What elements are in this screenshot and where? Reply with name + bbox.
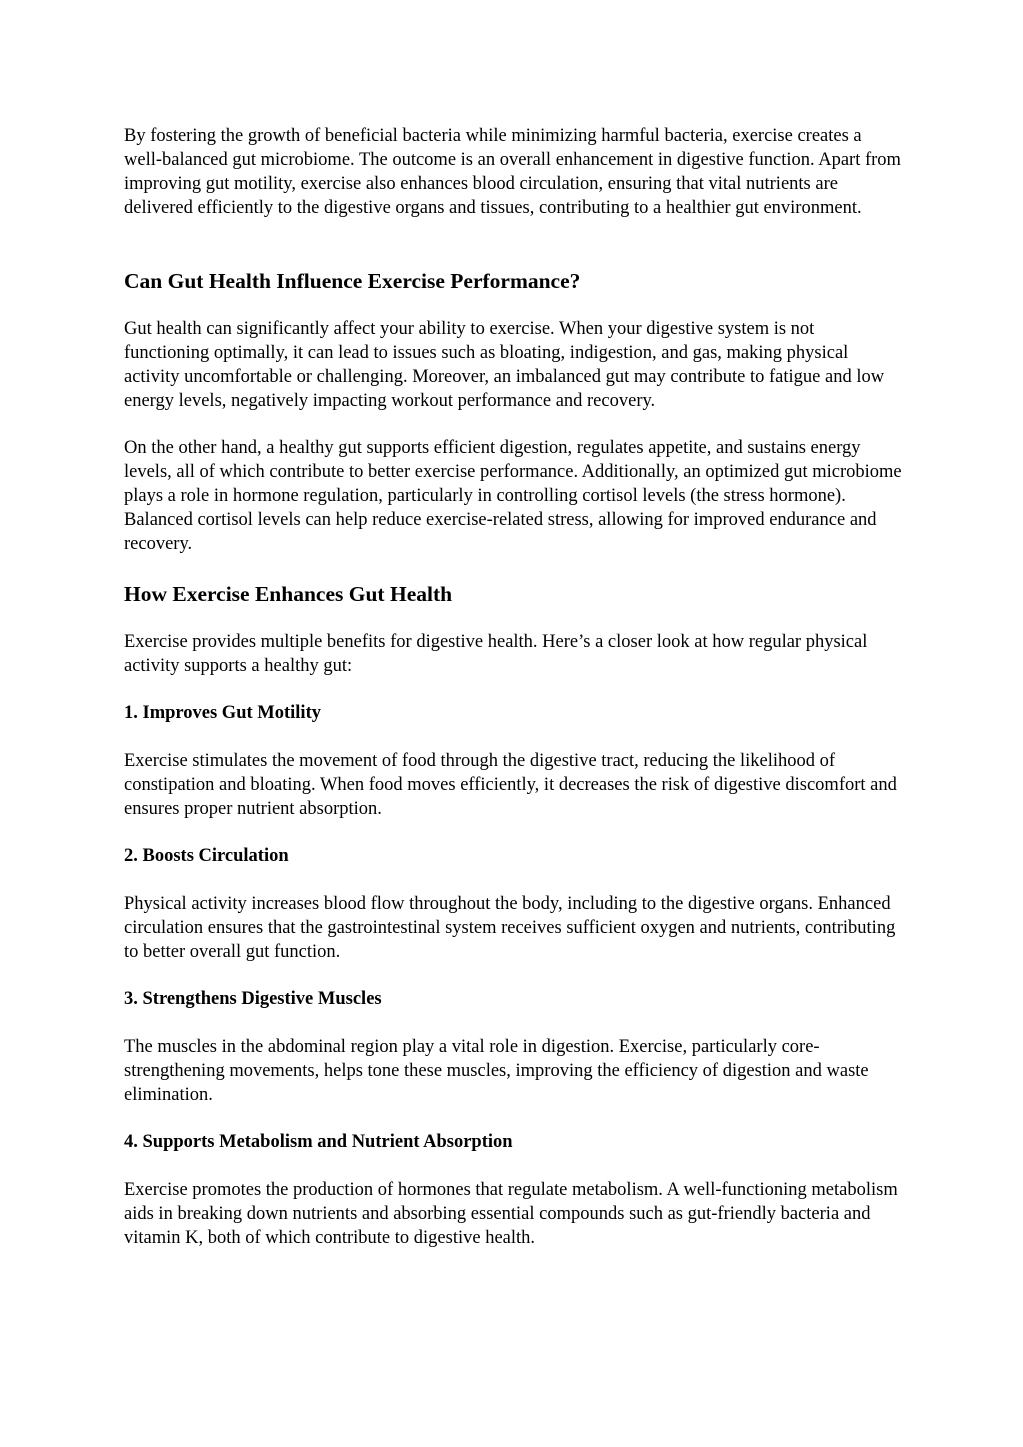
item-heading-metabolism: 4. Supports Metabolism and Nutrient Absorption <box>124 1132 513 1152</box>
section-1-paragraph-1: Gut health can significantly affect your ability to exercise. When your digestive system is not functioning optimally, it can lead to issues such as bloating, indigestion, and gas, making physical activity uncomfortable or challenging. Moreover, an imbalanced gut may contribute to fatigue and low energy levels, negatively impacting workout performance and recovery. <box>124 319 885 411</box>
item-text-digestive-muscles: The muscles in the abdominal region play a vital role in digestion. Exercise, particularly core-strengthening movements, helps tone these muscles, improving the efficiency of digestion and waste elimination. <box>124 1037 869 1105</box>
section-heading-gut-health-exercise: Can Gut Health Influence Exercise Performance? <box>124 269 581 293</box>
item-text-circulation: Physical activity increases blood flow throughout the body, including to the digestive organs. Enhanced circulation ensures that the gastrointestinal system receives sufficient oxygen and nutrients, contributing to better overall gut function. <box>124 894 896 962</box>
item-text-metabolism: Exercise promotes the production of hormones that regulate metabolism. A well-functioning metabolism aids in breaking down nutrients and absorbing essential compounds such as gut-friendly bacteria and vitamin K, both of which contribute to digestive health. <box>124 1180 898 1248</box>
item-heading-gut-motility: 1. Improves Gut Motility <box>124 703 321 723</box>
section-1-paragraph-2: On the other hand, a healthy gut supports efficient digestion, regulates appetite, and sustains energy levels, all of which contribute to better exercise performance. Additionally, an optimized gut microbiome plays a role in hormone regulation, particularly in controlling cortisol levels (the stress hormone). Balanced cortisol levels can help reduce exercise-related stress, allowing for improved endurance and recovery. <box>124 438 902 554</box>
item-text-gut-motility: Exercise stimulates the movement of food through the digestive tract, reducing the likelihood of constipation and bloating. When food moves efficiently, it decreases the risk of digestive discomfort and ensures proper nutrient absorption. <box>124 751 897 819</box>
intro-paragraph: By fostering the growth of beneficial bacteria while minimizing harmful bacteria, exercise creates a well-balanced gut microbiome. The outcome is an overall enhancement in digestive function. Apart from improving gut motility, exercise also enhances blood circulation, ensuring that vital nutrients are delivered efficiently to the digestive organs and tissues, contributing to a healthier gut environment. <box>124 126 901 218</box>
section-heading-exercise-enhances-gut: How Exercise Enhances Gut Health <box>124 582 453 606</box>
section-2-intro: Exercise provides multiple benefits for digestive health. Here’s a closer look at how regular physical activity supports a healthy gut: <box>124 632 868 676</box>
item-heading-circulation: 2. Boosts Circulation <box>124 846 289 866</box>
item-heading-digestive-muscles: 3. Strengthens Digestive Muscles <box>124 989 382 1009</box>
